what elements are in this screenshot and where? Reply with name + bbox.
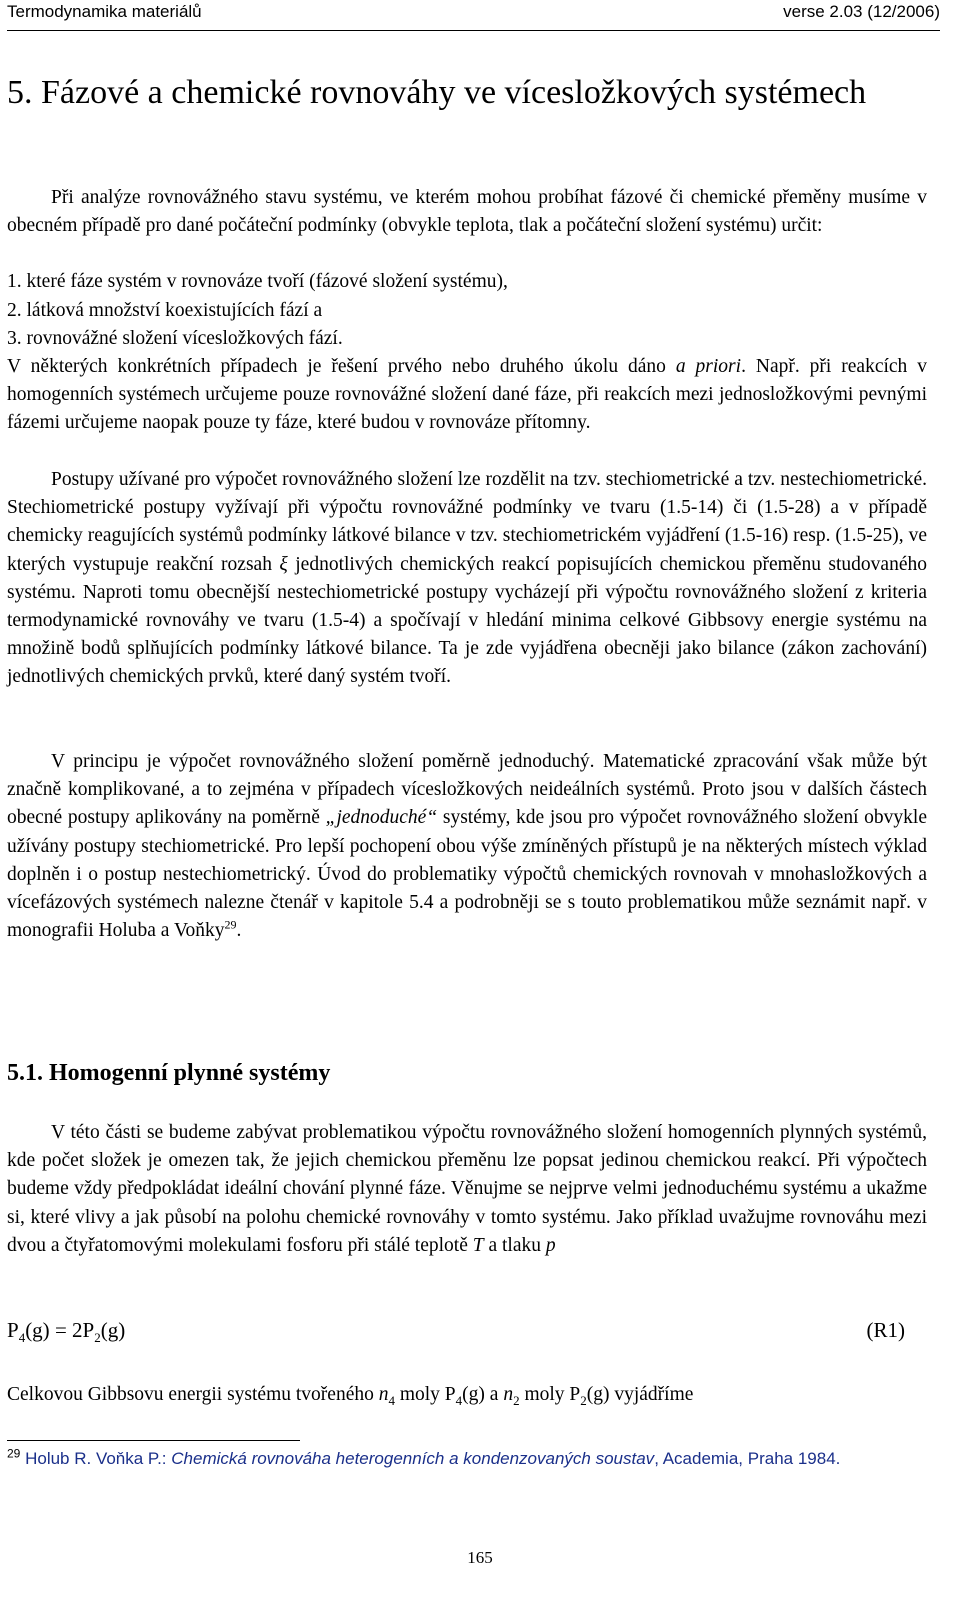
- paragraph-1: [7, 353, 927, 438]
- intro-text: Při analýze rovnovážného stavu systému, ve kterém mohou probíhat fázové či chemické přeměny musíme v obecném případě pro dané počáteční podmínky (obvykle teplota, tlak a počáteční složení systému) určit:: [7, 187, 927, 237]
- var-n: n: [503, 1384, 514, 1405]
- eq-text: P: [7, 1318, 19, 1342]
- subscript: 4: [455, 1392, 463, 1408]
- text: Celkovou Gibbsovu energii systému tvořeného: [7, 1384, 379, 1405]
- text: a tlaku: [483, 1234, 546, 1256]
- intro-paragraph: [7, 184, 927, 240]
- subscript: 2: [513, 1392, 520, 1408]
- text: systémy, kde jsou pro výpočet rovnovážného složení obvykle užívány postupy stechiometrické. Pro lepší pochopení obou výše zmíněných přístupů je na některých místech výklad doplněn i o postup nestechiometrický. Úvod do problematiky výpočtů chemických rovnovah v mnohasložkových a vícefázových systémech nalezne čtenář v kapitole 5.4 a podrobněji se s touto problematikou může seznámit např. v monografii Holuba a Voňky: [7, 807, 927, 942]
- footnote-title[interactable]: Chemická rovnováha heterogenních a kondenzovaných soustav: [171, 1449, 655, 1468]
- text: V některých konkrétních případech je řešení prvého nebo druhého úkolu dáno: [7, 356, 676, 377]
- section-title: 5.1. Homogenní plynné systémy: [7, 1060, 331, 1086]
- eq-text: 2P: [72, 1318, 95, 1342]
- subscript: 2: [580, 1392, 587, 1408]
- text: (g) vyjádříme: [586, 1384, 694, 1405]
- text: V principu je výpočet rovnovážného složení poměrně jednoduchý. Matematické zpracování však může být značně komplikované, a to zejména v případech vícesložkových neideálních systémů. Proto jsou v dalších částech obecné postupy aplikovány na poměrně: [7, 751, 927, 829]
- text: moly P: [394, 1384, 456, 1405]
- var-p: p: [545, 1234, 556, 1256]
- list-item: 2. látková množství koexistujících fází a: [7, 300, 323, 321]
- var-n: n: [378, 1384, 389, 1405]
- var-T: T: [472, 1234, 484, 1256]
- list-item: 1. které fáze systém v rovnováze tvoří (fázové složení systému),: [7, 271, 508, 292]
- eq-text: (g): [100, 1318, 126, 1342]
- emphasis: „jednoduché“: [325, 807, 438, 829]
- page-number: 165: [467, 1548, 493, 1567]
- subscript: 2: [94, 1330, 101, 1346]
- chapter-title: 5. Fázové a chemické rovnováhy ve vícesložkových systémech: [7, 74, 867, 111]
- text: (g) a: [462, 1384, 504, 1405]
- text: jednotlivých chemických reakcí popisujících chemickou přeměnu studovaného systému. Naproti tomu obecnější nestechiometrické postupy vycházejí při výpočtu rovnovážného složení z kriteria termodynamické rovnováhy ve tvaru (1.5-4) a spočívají v hledání minima celkové Gibbsovy energie systému na množině bodů splňujících podmínky látkové bilance. Ta je zde vyjádřena obecněji jako bilance (zákon zachování) jednotlivých chemických prvků, které daný systém tvoří.: [7, 553, 927, 688]
- text: moly P: [519, 1384, 581, 1405]
- emphasis: a priori: [675, 356, 742, 377]
- footnote-publisher: , Academia, Praha 1984.: [654, 1449, 841, 1468]
- paragraph-2: [7, 466, 927, 692]
- footnote-number: 29: [7, 1446, 21, 1461]
- header-version: verse 2.03 (12/2006): [783, 2, 940, 21]
- footnote: [7, 1447, 907, 1471]
- eq-text: (g): [25, 1318, 50, 1342]
- xi-symbol: ξ: [279, 553, 288, 575]
- header-title: Termodynamika materiálů: [7, 2, 202, 21]
- list-item: 3. rovnovážné složení vícesložkových fází.: [7, 328, 343, 349]
- eq-sign: =: [49, 1318, 73, 1342]
- paragraph-4: [7, 1119, 927, 1260]
- text: . Např. při reakcích v homogenních systémech určujeme pouze rovnovážné složení dané fáze, při reakcích mezi jednosložkovými pevnými fázemi určujeme naopak pouze ty fáze, které budou v rovnováze přítomny.: [7, 356, 927, 434]
- text: V této části se budeme zabývat problematikou výpočtu rovnovážného složení homogenních plynných systémů, kde počet složek je omezen tak, že jejich chemickou přeměnu lze popsat jedinou chemickou reakcí. Při výpočtech budeme vždy předpokládat ideální chování plynné fáze. Věnujme se nejprve velmi jednoduchému systému a ukažme si, které vlivy a jak působí na polohu chemické rovnováhy v tomto systému. Jako příklad uvažujme rovnováhu mezi dvou a čtyřatomovými molekulami fosforu při stálé teplotě: [7, 1122, 927, 1256]
- equation-r1: [7, 1318, 905, 1348]
- subscript: 4: [18, 1330, 26, 1346]
- text: Postupy užívané pro výpočet rovnovážného složení lze rozdělit na tzv. stechiometrické a tzv. nestechiometrické. Stechiometrické postupy vyžívají při výpočtu rovnovážné podmínky ve tvaru (1.5-14) či (1.5-28) a v případě chemicky reagujících systémů podmínky látkové bilance v tzv. stechiometrickém vyjádření (1.5-16) resp. (1.5-25), ve kterých vystupuje reakční rozsah: [7, 469, 927, 575]
- footnote-ref[interactable]: 29: [224, 917, 237, 932]
- subscript: 4: [388, 1392, 395, 1408]
- footnote-divider: [7, 1440, 300, 1441]
- text: .: [236, 920, 242, 942]
- paragraph-3: [7, 748, 927, 945]
- footnote-authors: Holub R. Voňka P.:: [20, 1449, 172, 1468]
- running-header: [7, 0, 940, 31]
- equation-label: (R1): [866, 1318, 905, 1342]
- paragraph-5: [7, 1381, 927, 1409]
